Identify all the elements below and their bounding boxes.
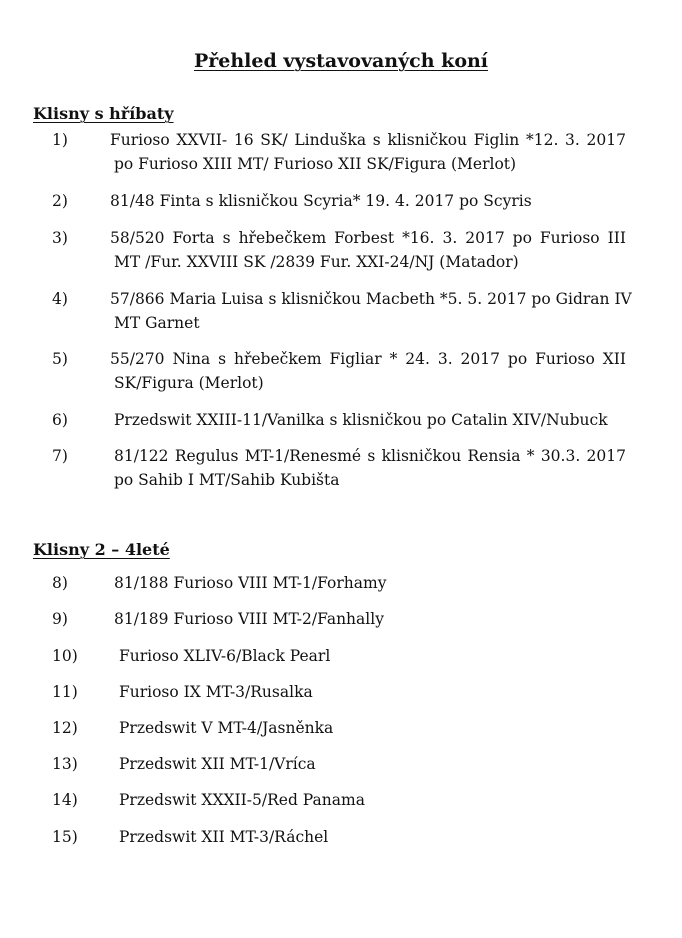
item-number: 7) xyxy=(52,447,68,465)
item-text xyxy=(110,226,626,274)
item-number: 10) xyxy=(52,647,78,665)
item-line: MT /Fur. XXVIII SK /2839 Fur. XXI-24/NJ (Matador) xyxy=(114,253,519,271)
item-line: SK/Figura (Merlot) xyxy=(114,374,264,392)
item-number: 3) xyxy=(52,229,68,247)
item-text xyxy=(119,716,626,740)
item-number: 11) xyxy=(52,683,78,701)
item-text xyxy=(114,607,626,631)
item-line: 58/520 Forta s hřebečkem Forbest *16. 3. 2017 po Furioso III xyxy=(110,229,626,247)
item-line: Furioso IX MT-3/Rusalka xyxy=(119,683,313,701)
item-line: 81/189 Furioso VIII MT-2/Fanhally xyxy=(114,610,384,628)
item-text xyxy=(110,189,626,213)
item-number: 8) xyxy=(52,574,68,592)
item-line: po Furioso XIII MT/ Furioso XII SK/Figura (Merlot) xyxy=(114,155,517,173)
item-number: 4) xyxy=(52,290,68,308)
item-text xyxy=(119,680,626,704)
item-number: 2) xyxy=(52,192,68,210)
item-line: 81/122 Regulus MT-1/Renesmé s klisničkou Rensia * 30.3. 2017 xyxy=(114,447,626,465)
item-number: 9) xyxy=(52,610,68,628)
item-number: 14) xyxy=(52,791,78,809)
item-line: Przedswit XXXII-5/Red Panama xyxy=(119,791,365,809)
item-number: 1) xyxy=(52,131,68,149)
item-line: po Sahib I MT/Sahib Kubišta xyxy=(114,471,340,489)
item-line: 57/866 Maria Luisa s klisničkou Macbeth *5. 5. 2017 po Gidran IV xyxy=(110,290,632,308)
item-line: Przedswit XXIII-11/Vanilka s klisničkou po Catalin XIV/Nubuck xyxy=(114,411,608,429)
item-line: Furioso XXVII- 16 SK/ Linduška s klisničkou Figlin *12. 3. 2017 xyxy=(110,131,626,149)
item-text xyxy=(110,128,626,176)
item-text xyxy=(114,571,626,595)
item-line: Przedswit V MT-4/Jasněnka xyxy=(119,719,334,737)
item-text xyxy=(119,788,626,812)
item-number: 6) xyxy=(52,411,68,429)
item-text xyxy=(110,347,626,395)
section-heading-mares-with-foals: Klisny s hříbaty xyxy=(33,104,174,123)
item-line: 81/188 Furioso VIII MT-1/Forhamy xyxy=(114,574,387,592)
item-number: 12) xyxy=(52,719,78,737)
item-line: Furioso XLIV-6/Black Pearl xyxy=(119,647,331,665)
page-title: Přehled vystavovaných koní xyxy=(193,50,489,72)
item-number: 13) xyxy=(52,755,78,773)
item-text xyxy=(114,408,626,432)
item-text xyxy=(119,752,626,776)
item-number: 5) xyxy=(52,350,68,368)
item-line: MT Garnet xyxy=(114,314,200,332)
item-line: 55/270 Nina s hřebečkem Figliar * 24. 3. 2017 po Furioso XII xyxy=(110,350,626,368)
item-line: 81/48 Finta s klisničkou Scyria* 19. 4. 2017 po Scyris xyxy=(110,192,532,210)
item-line: Przedswit XII MT-3/Ráchel xyxy=(119,828,329,846)
item-text xyxy=(114,444,626,492)
item-line: Przedswit XII MT-1/Vríca xyxy=(119,755,316,773)
item-number: 15) xyxy=(52,828,78,846)
item-text xyxy=(119,644,626,668)
section-heading-mares-2-4-years: Klisny 2 – 4leté xyxy=(33,540,170,559)
item-text xyxy=(110,287,632,335)
item-text xyxy=(119,825,626,849)
